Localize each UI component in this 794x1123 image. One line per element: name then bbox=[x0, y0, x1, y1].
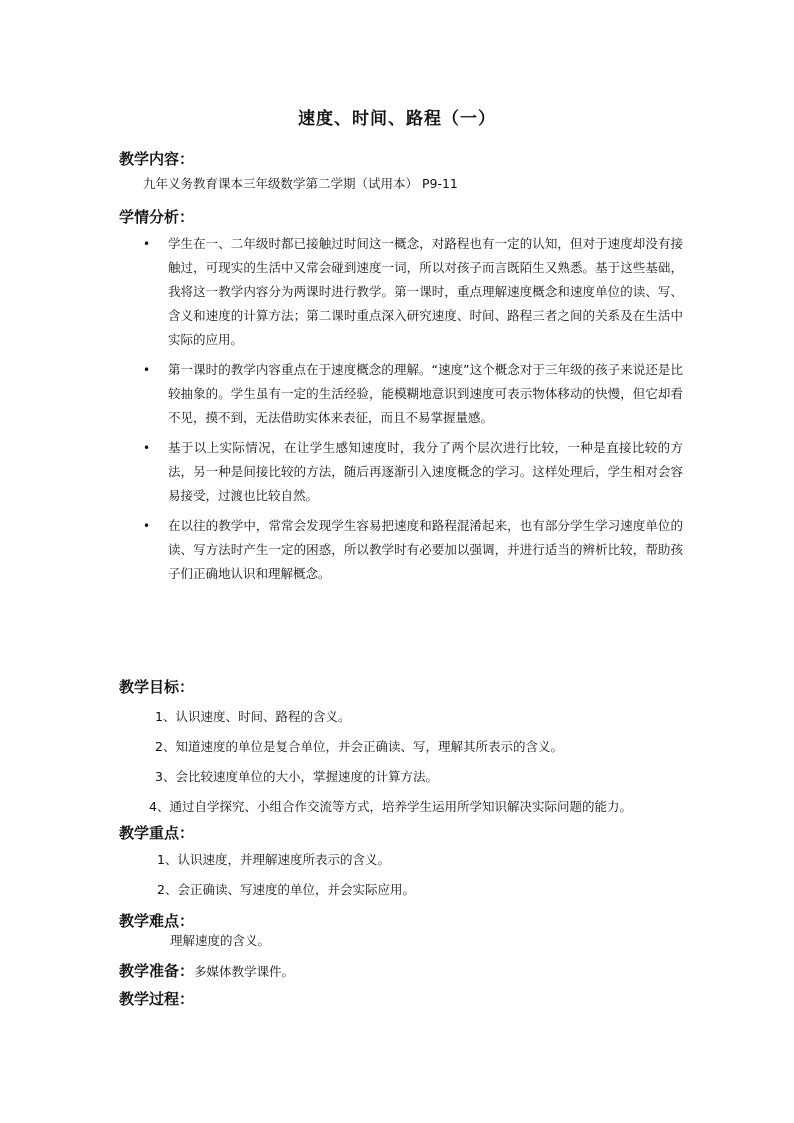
bullet-icon: • bbox=[143, 519, 151, 533]
analysis-list bbox=[143, 232, 683, 592]
list-item bbox=[143, 436, 683, 508]
list-item bbox=[143, 232, 683, 352]
goals-heading: 教学目标： bbox=[119, 678, 195, 696]
goal-item: 1、认识速度、时间、路程的含义。 bbox=[155, 709, 351, 724]
goal-item: 3、会比较速度单位的大小，掌握速度的计算方法。 bbox=[155, 769, 438, 784]
key-point-item: 2、会正确读、写速度的单位，并会实际应用。 bbox=[157, 882, 415, 897]
preparation-heading: 教学准备： bbox=[119, 962, 195, 980]
list-item-text: 基于以上实际情况，在让学生感知速度时，我分了两个层次进行比较，一种是直接比较的方法，另一种是间接比较的方法，随后再逐渐引入速度概念的学习。这样处理后，学生相对会容易接受，过渡也比较自然。 bbox=[168, 440, 683, 503]
bullet-icon: • bbox=[143, 363, 151, 377]
bullet-icon: • bbox=[143, 441, 151, 455]
goal-item: 2、知道速度的单位是复合单位，并会正确读、写，理解其所表示的含义。 bbox=[155, 739, 563, 754]
preparation-text: 多媒体教学课件。 bbox=[194, 964, 295, 979]
content-text: 九年义务教育课本三年级数学第二学期（试用本） P9-11 bbox=[143, 176, 458, 191]
preparation-row bbox=[119, 960, 294, 981]
list-item-text: 在以往的教学中，常常会发现学生容易把速度和路程混淆起来，也有部分学生学习速度单位的读、写方法时产生一定的困惑，所以教学时有必要加以强调，并进行适当的辨析比较，帮助孩子们正确地认识和理解概念。 bbox=[168, 518, 683, 581]
bullet-icon: • bbox=[143, 237, 151, 251]
difficulty-heading: 教学难点： bbox=[119, 912, 195, 930]
key-points-heading: 教学重点： bbox=[119, 824, 195, 842]
process-heading: 教学过程： bbox=[119, 990, 195, 1008]
list-item-text: 学生在一、二年级时都已接触过时间这一概念，对路程也有一定的认知，但对于速度却没有接触过，可现实的生活中又常会碰到速度一词，所以对孩子而言既陌生又熟悉。基于这些基础，我将这一教学内容分为两课时进行教学。第一课时，重点理解速度概念和速度单位的读、写、含义和速度的计算方法；第二课时重点深入研究速度、时间、路程三者之间的关系及在生活中实际的应用。 bbox=[168, 236, 683, 347]
key-point-item: 1、认识速度，并理解速度所表示的含义。 bbox=[157, 852, 390, 867]
analysis-heading: 学情分析： bbox=[119, 208, 195, 226]
list-item-text: 第一课时的教学内容重点在于速度概念的理解。“速度”这个概念对于三年级的孩子来说还是比较抽象的。学生虽有一定的生活经验，能模糊地意识到速度可表示物体移动的快慢，但它却看不见，摸不到，无法借助实体来表征，而且不易掌握量感。 bbox=[168, 362, 683, 425]
list-item bbox=[143, 358, 683, 430]
content-heading: 教学内容： bbox=[119, 150, 195, 168]
difficulty-text: 理解速度的含义。 bbox=[170, 933, 271, 948]
list-item bbox=[143, 514, 683, 586]
goals-list bbox=[149, 702, 632, 822]
page-title: 速度、时间、路程（一） bbox=[298, 109, 496, 129]
goal-item: 4、通过自学探究、小组合作交流等方式，培养学生运用所学知识解决实际问题的能力。 bbox=[149, 799, 632, 814]
